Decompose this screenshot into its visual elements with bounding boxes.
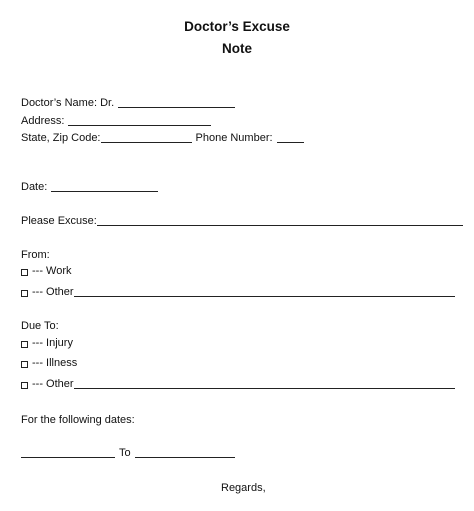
please-excuse-row: [21, 215, 463, 227]
due-other-field[interactable]: [74, 378, 455, 389]
due-to-heading: Due To:: [21, 320, 59, 332]
illness-checkbox[interactable]: [21, 361, 28, 368]
due-to-option-injury: [21, 337, 73, 349]
state-zip-phone-row: [21, 132, 304, 144]
please-excuse-label: Please Excuse:: [21, 215, 97, 227]
from-option-other: [21, 286, 455, 298]
start-date-field[interactable]: [21, 447, 115, 458]
from-other-checkbox[interactable]: [21, 290, 28, 297]
address-field[interactable]: [68, 115, 211, 126]
phone-label: Phone Number:: [195, 132, 273, 144]
to-label: To: [119, 447, 131, 459]
doctor-name-row: [21, 97, 235, 109]
document-title: Doctor’s Excuse: [184, 19, 290, 34]
document-subtitle: Note: [222, 41, 252, 56]
doctor-name-label: Doctor’s Name: Dr.: [21, 97, 115, 109]
date-label: Date:: [21, 181, 48, 193]
address-label: Address:: [21, 115, 65, 127]
injury-checkbox[interactable]: [21, 341, 28, 348]
address-row: [21, 115, 211, 127]
please-excuse-field[interactable]: [97, 215, 463, 226]
state-zip-label: State, Zip Code:: [21, 132, 101, 144]
from-other-label: --- Other: [32, 286, 74, 298]
work-checkbox[interactable]: [21, 269, 28, 276]
phone-field[interactable]: [277, 132, 304, 143]
date-row: [21, 181, 158, 193]
dates-heading: For the following dates:: [21, 414, 135, 426]
state-zip-field[interactable]: [101, 132, 192, 143]
illness-label: --- Illness: [32, 357, 78, 369]
dates-row: [21, 447, 235, 459]
from-other-field[interactable]: [74, 286, 455, 297]
regards-closing: Regards,: [221, 482, 266, 494]
from-heading: From:: [21, 249, 50, 261]
work-label: --- Work: [32, 265, 72, 277]
injury-label: --- Injury: [32, 337, 73, 349]
date-field[interactable]: [51, 181, 158, 192]
due-other-checkbox[interactable]: [21, 382, 28, 389]
due-other-label: --- Other: [32, 378, 74, 390]
doctor-name-field[interactable]: [118, 97, 235, 108]
due-to-option-illness: [21, 357, 77, 369]
end-date-field[interactable]: [135, 447, 235, 458]
due-to-option-other: [21, 378, 455, 390]
from-option-work: [21, 265, 72, 277]
